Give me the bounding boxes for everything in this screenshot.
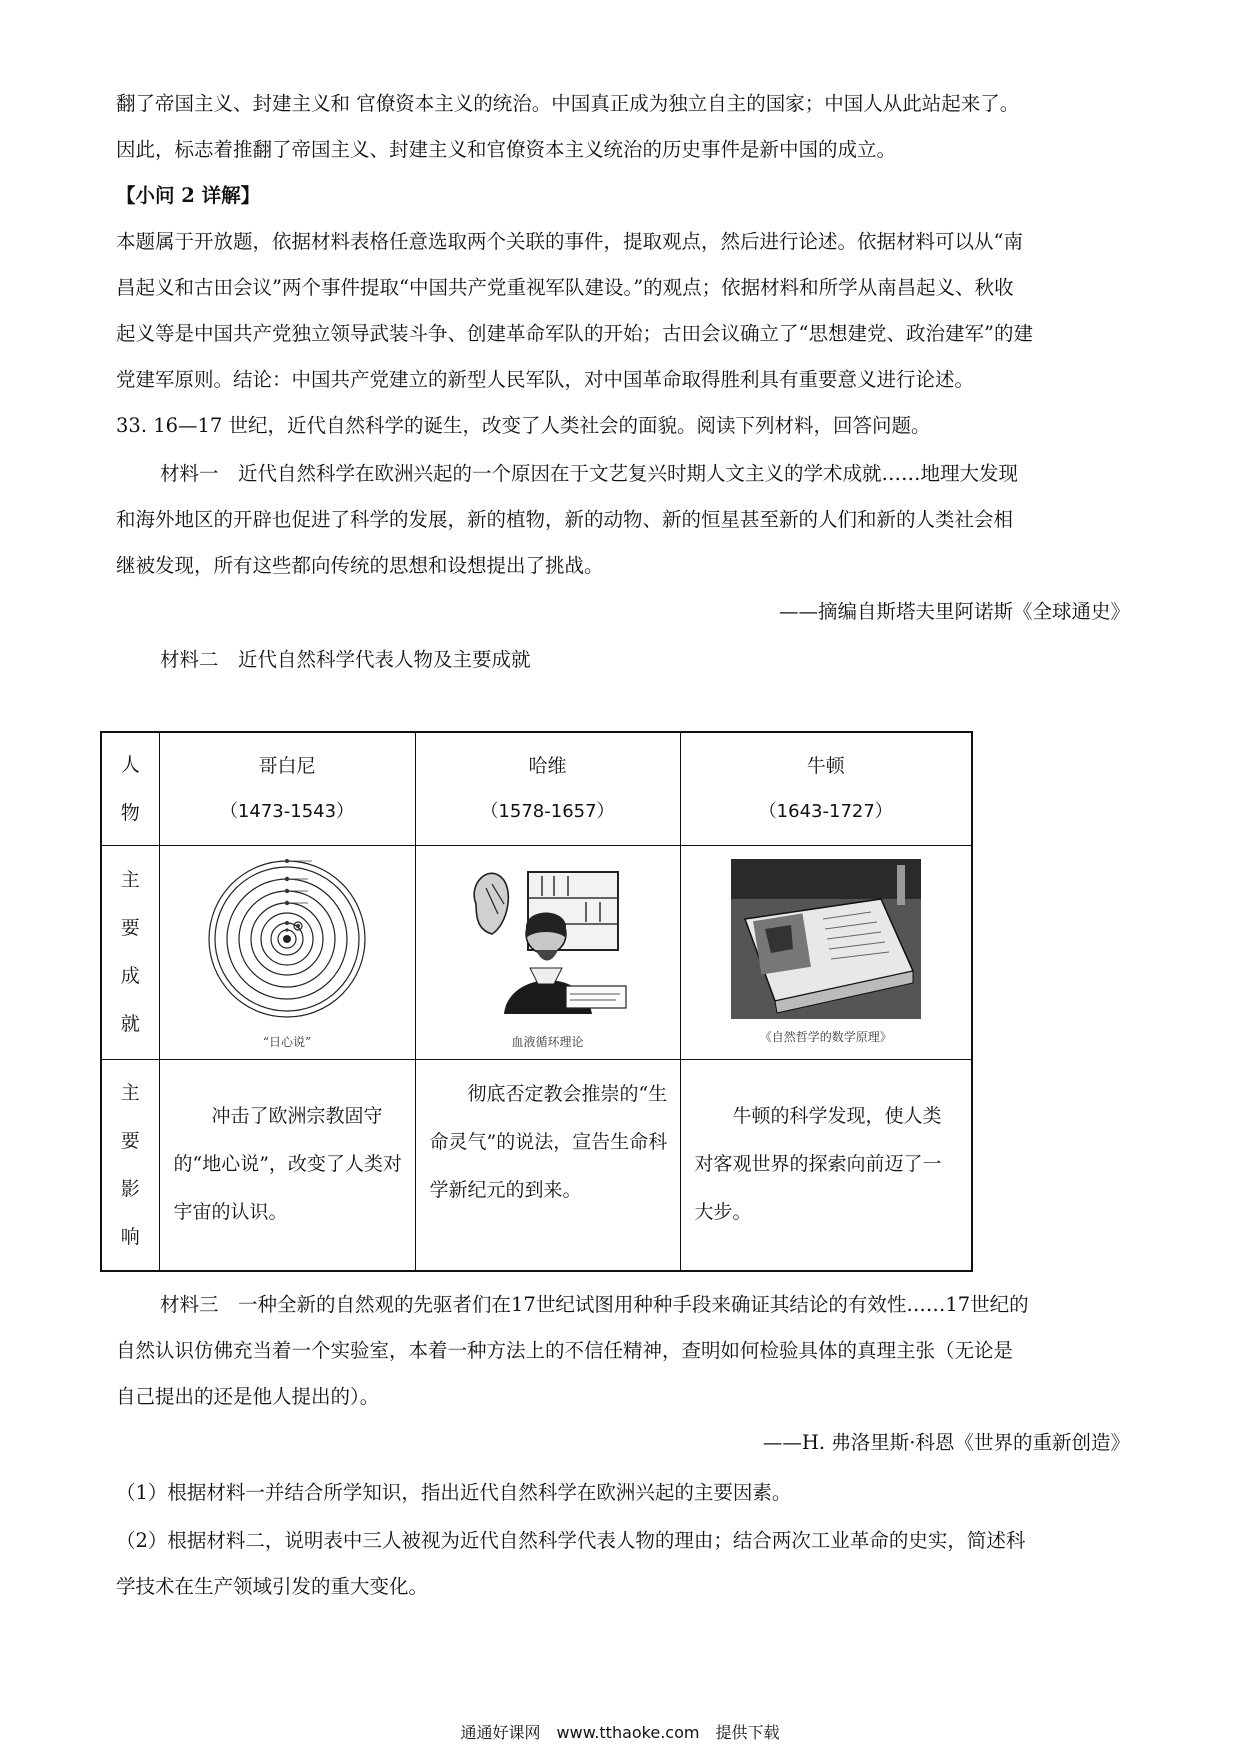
impact-copernicus: 冲击了欧洲宗教固守的“地心说”，改变了人类对宇宙的认识。 bbox=[159, 1059, 415, 1271]
person-harvey: 哈维 （1578-1657） bbox=[415, 732, 680, 845]
scientists-table bbox=[100, 731, 973, 1272]
table-row-achievement bbox=[101, 845, 972, 1059]
material-one-source: ——摘编自斯塔夫里阿诺斯《全球通史》 bbox=[778, 600, 1130, 623]
page-footer: 通通好课网 www.tthaoke.com 提供下载 bbox=[460, 1723, 780, 1742]
person-copernicus: 哥白尼 （1473-1543） bbox=[159, 732, 415, 845]
material-three-line: 自己提出的还是他人提出的）。 bbox=[116, 1385, 380, 1408]
table-row-person bbox=[101, 732, 972, 845]
harvey-portrait-image bbox=[458, 854, 638, 1024]
answer-paragraph-line: 因此，标志着推翻了帝国主义、封建主义和官僚资本主义统治的历史事件是新中国的成立。 bbox=[116, 138, 897, 161]
impact-newton: 牛顿的科学发现，使人类对客观世界的探索向前迈了一大步。 bbox=[680, 1059, 972, 1271]
sub-question-2: 学技术在生产领域引发的重大变化。 bbox=[116, 1575, 429, 1598]
table-row-impact bbox=[101, 1059, 972, 1271]
question-33-title: 33. 16—17 世纪，近代自然科学的诞生，改变了人类社会的面貌。阅读下列材料，回答问题。 bbox=[116, 414, 931, 437]
answer-paragraph-line: 本题属于开放题，依据材料表格任意选取两个关联的事件，提取观点，然后进行论述。依据材料可以从“南 bbox=[116, 230, 1023, 253]
sub-question-2-heading: 【小问 2 详解】 bbox=[116, 184, 261, 207]
newton-figure-cell bbox=[680, 845, 972, 1059]
answer-paragraph-line: 昌起义和古田会议”两个事件提取“中国共产党重视军队建设。”的观点；依据材料和所学从南昌起义、秋收 bbox=[116, 276, 1014, 299]
answer-paragraph-line: 起义等是中国共产党独立领导武装斗争、创建革命军队的开始；古田会议确立了“思想建党、政治建军”的建 bbox=[116, 322, 1033, 345]
harvey-caption: 血液循环理论 bbox=[511, 1035, 584, 1049]
row-head-achievement: 主 要 成 就 bbox=[101, 845, 159, 1059]
row-head-impact: 主 要 影 响 bbox=[101, 1059, 159, 1271]
harvey-figure-cell bbox=[415, 845, 680, 1059]
material-three-source: ——H. 弗洛里斯·科恩《世界的重新创造》 bbox=[762, 1431, 1130, 1454]
person-newton: 牛顿 （1643-1727） bbox=[680, 732, 972, 845]
sub-question-1: （1）根据材料一并结合所学知识，指出近代自然科学在欧洲兴起的主要因素。 bbox=[116, 1481, 792, 1504]
material-three-line: 材料三 一种全新的自然观的先驱者们在17世纪试图用种种手段来确证其结论的有效性……17世纪的 bbox=[160, 1293, 1029, 1316]
heliocentric-figure-cell bbox=[159, 845, 415, 1059]
material-one-line: 材料一 近代自然科学在欧洲兴起的一个原因在于文艺复兴时期人文主义的学术成就……地理大发现 bbox=[160, 462, 1019, 485]
heliocentric-diagram bbox=[202, 854, 372, 1024]
answer-paragraph-line: 翻了帝国主义、封建主义和 官僚资本主义的统治。中国真正成为独立自主的国家；中国人从此站起来了。 bbox=[116, 92, 1020, 115]
heliocentric-caption: “日心说” bbox=[262, 1035, 312, 1049]
impact-harvey: 彻底否定教会推崇的“生命灵气”的说法，宣告生命科学新纪元的到来。 bbox=[415, 1059, 680, 1271]
material-two-title: 材料二 近代自然科学代表人物及主要成就 bbox=[160, 648, 531, 671]
answer-paragraph-line: 党建军原则。结论：中国共产党建立的新型人民军队，对中国革命取得胜利具有重要意义进行论述。 bbox=[116, 368, 975, 391]
material-one-line: 继被发现，所有这些都向传统的思想和设想提出了挑战。 bbox=[116, 554, 604, 577]
material-one-line: 和海外地区的开辟也促进了科学的发展，新的植物，新的动物、新的恒星甚至新的人们和新的人类社会相 bbox=[116, 508, 1014, 531]
sub-question-2: （2）根据材料二，说明表中三人被视为近代自然科学代表人物的理由；结合两次工业革命的史实，简述科 bbox=[116, 1529, 1026, 1552]
newton-caption: 《自然哲学的数学原理》 bbox=[759, 1030, 892, 1044]
material-three-line: 自然认识仿佛充当着一个实验室，本着一种方法上的不信任精神，查明如何检验具体的真理主张（无论是 bbox=[116, 1339, 1014, 1362]
newton-book-image bbox=[731, 859, 921, 1019]
row-head-person: 人 物 bbox=[101, 732, 159, 845]
